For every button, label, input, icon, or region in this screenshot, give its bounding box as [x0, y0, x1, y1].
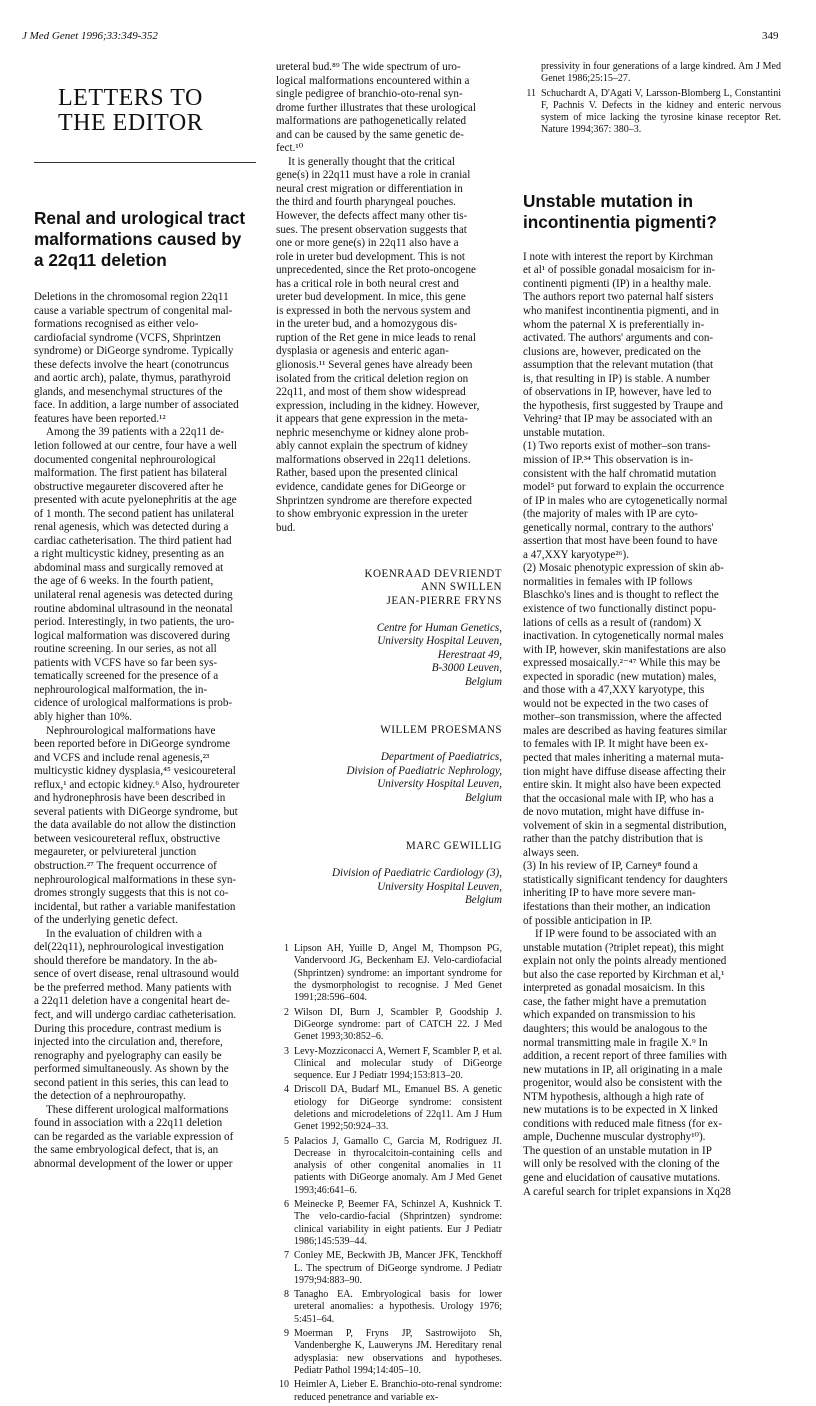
reference-list [276, 943, 502, 1404]
section-divider [34, 162, 256, 163]
reference-text: Conley ME, Beckwith JB, Mancer JFK, Tenckhoff L. The spectrum of DiGeorge syndrome. J Pediatr 1979;94:883–90. [294, 1250, 502, 1286]
reference-item [276, 1007, 502, 1044]
reference-item [523, 88, 781, 137]
letter2-paragraph: (1) Two reports exist of mother–son trans- mission of IP.³⁴ This observation is in- consistent with the half chromatid mutation model⁵ put forward to explain the occurrence of IP in males who are cytogenetically normal (the majority of males with IP are cyto- genetically normal, contrary to the authors' assertion that most have been found to have a 47,XXY karyotype²⁶). [523, 440, 728, 561]
reference-item [276, 1136, 502, 1197]
reference-number: 2 [284, 1006, 289, 1018]
column-3 [523, 61, 781, 1199]
reference-number: 10 [279, 1379, 289, 1391]
reference-item [276, 1046, 502, 1083]
reference-item [276, 1199, 502, 1248]
reference-number: 3 [284, 1045, 289, 1057]
reference-item [276, 1289, 502, 1326]
author-affiliation: Department of Paediatrics, Division of Paediatric Nephrology, University Hospital Leuven, Belgium [346, 751, 502, 804]
reference-list [523, 88, 781, 137]
reference-number: 11 [526, 87, 536, 99]
journal-citation: J Med Genet 1996;33:349-352 [22, 30, 158, 42]
reference-item [276, 1250, 502, 1287]
reference-item [276, 1379, 502, 1404]
reference-number: 1 [284, 943, 289, 955]
page-number: 349 [762, 30, 779, 42]
reference-text: Lipson AH, Yuille D, Angel M, Thompson PG, Vandervoord JG, Beckenham EJ. Velo-cardiofacial (Shprintzen) syndrome: an important syndrome for the dysmorphologist to recognise. J Med Genet 1991;28:596–604. [294, 943, 502, 1004]
reference-number: 8 [284, 1289, 289, 1301]
author-names: WILLEM PROESMANS [380, 724, 502, 737]
letter1-column-2 [276, 61, 502, 1406]
reference-number: 5 [284, 1135, 289, 1147]
signature-block [276, 711, 502, 819]
reference-text: Palacios J, Gamallo C, Garcia M, Rodriguez JI. Decrease in thyrocalcitoin-containing cells and analysis of other congenital anomalies in 11 patients with DiGeorge anomaly. Am J Med Genet 1993;46:641–6. [294, 1135, 502, 1196]
letter2-paragraph: If IP were found to be associated with an unstable mutation (?triplet repeat), this might explain not only the points already mentioned but also the case reported by Kirchman et al,¹ interpreted as gonadal mosaicism. In this case, the father might have a premutation which expanded on transmission to his daughters; this would be analogous to the normal transmitting male in fragile X.⁹ In addition, a recent report of three families with new mutations in IP, all originating in a male progenitor, would also be consistent with the NTM hypothesis, although a high rate of new mutations is to be expected in X linked conditions with reduced male fitness (for ex- ample, Duchenne muscular dystrophy¹⁰). The question of an unstable mutation in IP will only be resolved with the cloning of the gene and elucidation of causative mutations. A careful search for triplet expansions in Xq28 [523, 928, 731, 1198]
letter1-paragraph: Among the 39 patients with a 22q11 de- letion followed at our centre, four have a well documented congenital nephrourological malformation. The first patient has bilateral obstructive megaureter discovered after he presented with acute pyelonephritis at the age of 1 month. The second patient has unilateral renal agenesis, which was detected during a cardiac catheterisation. The third patient had a right multicystic kidney, presenting as an abdominal mass and surgically removed at the age of 6 weeks. In the fourth patient, unilateral renal agenesis was detected during routine abdominal ultrasound in the neonatal period. Interestingly, in two patients, the uro- logical malformation was discovered during routine screening. In our series, as not all patients with VCFS have so far been sys- tematically screened for the presence of a nephrourological malformation, the in- cidence of urological malformations is prob- ably higher than 10%. [34, 426, 237, 723]
reference-number: 9 [284, 1328, 289, 1340]
reference-continuation: pressivity in four generations of a large kindred. Am J Med Genet 1986;25:15–27. [541, 61, 781, 85]
letter2-title: Unstable mutation in incontinentia pigmenti? [523, 190, 717, 232]
letter1-paragraph: These different urological malformations found in association with a 22q11 deletion can be regarded as the variable expression of the same embryological defect, that is, an abnormal development of the lower or upper [34, 1103, 234, 1170]
reference-text: Meinecke P, Beemer FA, Schinzel A, Kushnick T. The velo-cardio-facial (Shprintzen) syndrome: clinical variability in eight patients. Eur J Pediatr 1986;145:539–44. [294, 1199, 502, 1247]
section-title: LETTERS TO THE EDITOR [58, 85, 204, 136]
letter1-column-1 [34, 208, 258, 1172]
reference-number: 6 [284, 1199, 289, 1211]
reference-item [276, 943, 502, 1004]
author-names: MARC GEWILLIG [405, 840, 502, 853]
reference-text: Wilson DI, Burn J, Scambler P, Goodship J. DiGeorge syndrome: part of CATCH 22. J Med Genet 1993;30:852–6. [294, 1006, 502, 1043]
reference-text: Driscoll DA, Budarf ML, Emanuel BS. A genetic etiology for DiGeorge syndrome: consistent deletions and microdeletions of 22q11. Am J Hum Genet 1992;50:924–33. [294, 1084, 502, 1133]
author-affiliation: Centre for Human Genetics, University Hospital Leuven, Herestraat 49, B-3000 Leuven, Belgium [376, 621, 502, 688]
letter1-paragraph: In the evaluation of children with a del(22q11), nephrourological investigation should therefore be mandatory. In the ab- sence of overt disease, renal ultrasound would be the preferred method. Many patients with a 22q11 deletion have a congenital heart de- fect, and will undergo cardiac catheterisation. During this procedure, contrast medium is injected into the circulation and, therefore, renography and pyelography can easily be performed simultaneously. As shown by the second patient in this series, this can lead to the detection of a nephrouropathy. [34, 927, 239, 1103]
letter2-paragraph: (2) Mosaic phenotypic expression of skin ab- normalities in females with IP follows Blaschko's lines and is thought to reflect the existence of two functionally distinct popu- lations of cells as a result of (random) X inactivation. In cytogenetically normal males with IP, however, skin manifestations are also expressed mosaically.²⁻⁴⁷ While this may be expected in sporadic (new mutation) males, and those with a 47,XXY karyotype, this would not be expected in the two cases of mother–son transmission, where the affected males are described as having features similar to females with IP. It might have been ex- pected that males inheriting a maternal muta- tion might have diffuse disease affecting their entire skin. It might also have been expected that the occasional male with IP, who has a de novo mutation, might have diffuse in- volvement of skin in a segmental distribution, rather than the patchy distribution that is always seen. [523, 562, 727, 859]
letter1-paragraph: Deletions in the chromosomal region 22q11 cause a variable spectrum of congenital mal- formations recognised as either velo- cardiofacial syndrome (VCFS, Shprintzen syndrome) or DiGeorge syndrome. Typically these defects involve the heart (conotruncus and aortic arch), palate, thymus, parathyroid glands, and mesenchymal structures of the face. In addition, a large number of associated features have been reported.¹² [34, 291, 239, 425]
letter1-paragraph: Nephrourological malformations have been reported before in DiGeorge syndrome and VCFS and include renal agenesis,²³ multicystic kidney dysplasia,⁴⁵ vesicoureteral reflux,¹ and ectopic kidney.⁶ Also, hydroureter and hydronephrosis have been described in several patients with DiGeorge syndrome, but the data available do not allow the distinction between vesicoureteral reflux, obstructive megaureter, or pelviureteral junction obstruction.²⁷ The frequent occurrence of nephrourological malformations in these syn- dromes strongly suggests that this is not co- incidental, but rather a variable manifestation of the underlying genetic defect. [34, 724, 240, 927]
reference-text: Schuchardt A, D'Agati V, Larsson-Blomberg L, Constantini F, Pachnis V. Defects in the kidney and enteric nervous system of mice lacking the tyrosine kinase receptor Ret. Nature 1994;367: 380–3. [541, 87, 781, 136]
letter2-paragraph: I note with interest the report by Kirchman et al¹ of possible gonadal mosaicism for in- continenti pigmenti (IP) in a healthy male. The authors report two paternal half sisters who manifest incontinentia pigmenti, and in whom the paternal X is preferentially in- activated. The authors' arguments and con- clusions are, however, predicated on the assumption that the relevant mutation (that is, that resulting in IP) is stable. A number of observations in IP, however, have led to the hypothesis, first suggested by Traupe and Vehring² that IP may be associated with an unstable mutation. [523, 250, 723, 439]
letter1-paragraph: It is generally thought that the critical gene(s) in 22q11 must have a role in cranial neural crest migration or differentiation in the third and fourth pharyngeal pouches. However, the defects affect many other tis- sues. The present observation suggests that one or more gene(s) in 22q11 also have a role in ureter bud development. This is not unprecedented, since the Ret proto-oncogene has a critical role in both neural crest and ureter bud development. In mice, this gene is expressed in both the nervous system and in the ureter bud, and a homozygous dis- ruption of the Ret gene in mice leads to renal dysplasia or agenesis and enteric agan- glionosis.¹¹ Several genes have already been isolated from the critical deletion region on 22q11, and most of them show widespread expression, including in the kidney. However, it appears that gene expression in the meta- nephric mesenchyme or kidney alone prob- ably cannot explain the spectrum of kidney malformations observed in 22q11 deletions. Rather, based upon the presented clinical evidence, candidate genes for DiGeorge or Shprintzen syndrome are therefore expected to show embryonic expression in the ureter bud. [276, 155, 480, 534]
signature-block [276, 827, 502, 922]
reference-text: Heimler A, Lieber E. Branchio-oto-renal syndrome: reduced penetrance and variable ex- [294, 1379, 502, 1403]
reference-number: 7 [284, 1250, 289, 1262]
signature-block [276, 554, 502, 703]
letter1-paragraph: ureteral bud.⁸⁹ The wide spectrum of uro- logical malformations encountered within a single pedigree of branchio-oto-renal syn- drome further illustrates that these urological malformations are pathogenetically related and can be caused by the same genetic de- fect.¹⁰ [276, 61, 476, 155]
reference-item [276, 1328, 502, 1377]
reference-number: 4 [284, 1084, 289, 1096]
reference-item [276, 1084, 502, 1133]
letter1-title: Renal and urological tract malformations caused by a 22q11 deletion [34, 208, 246, 270]
reference-text: Moerman P, Fryns JP, Sastrowijoto Sh, Vandenberghe K, Lauweryns JM. Hereditary renal adysplasia: new observations and hypotheses. Pediatr Pathol 1994;14:405–10. [294, 1328, 502, 1376]
letter2-paragraph: (3) In his review of IP, Carney⁸ found a statistically significant tendency for daughters inheriting IP to have more severe man- ifestations than their mother, an indication of possible anticipation in IP. [523, 860, 728, 927]
reference-text: Tanagho EA. Embryological basis for lower ureteral anomalies: a hypothesis. Urology 1976; 5:451–64. [294, 1289, 502, 1325]
author-affiliation: Division of Paediatric Cardiology (3), University Hospital Leuven, Belgium [332, 867, 502, 907]
reference-text: Levy-Mozziconacci A, Wernert F, Scambler P, et al. Clinical and molecular study of DiGeorge sequence. Eur J Pediatr 1994;153:813–20. [294, 1045, 502, 1082]
author-names: KOENRAAD DEVRIENDT ANN SWILLEN JEAN-PIERRE FRYNS [364, 567, 502, 607]
